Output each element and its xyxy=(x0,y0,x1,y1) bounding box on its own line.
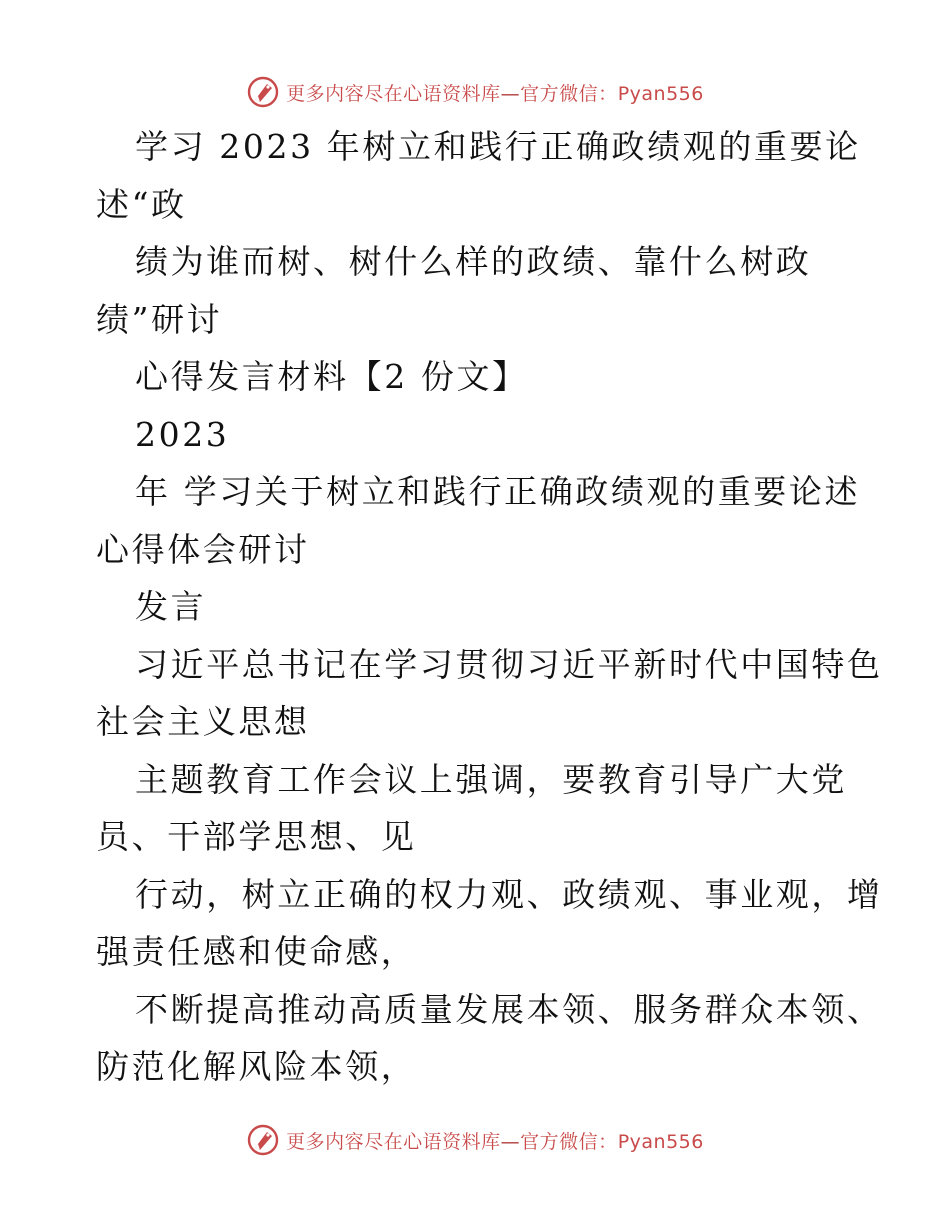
pen-nib-logo-icon xyxy=(246,1123,280,1157)
body-line: 强责任感和使命感， xyxy=(96,932,417,971)
body-line: 绩”研讨 xyxy=(96,299,223,339)
body-line: 防范化解风险本领， xyxy=(96,1047,417,1086)
body-line: 社会主义思想 xyxy=(96,702,310,741)
body-line: 行动，树立正确的权力观、政绩观、事业观，增 xyxy=(135,874,883,914)
footer-banner xyxy=(0,1120,950,1160)
pen-nib-logo-icon xyxy=(246,75,280,109)
body-line: 心得发言材料【2 份文】 xyxy=(135,357,528,396)
body-line: 年 学习关于树立和践行正确政绩观的重要论述 xyxy=(135,472,861,511)
body-line: 习近平总书记在学习贯彻习近平新时代中国特色 xyxy=(135,644,883,684)
header-banner-text: 更多内容尽在心语资料库—官方微信：Pyan556 xyxy=(286,82,704,105)
body-line: 主题教育工作会议上强调，要教育引导广大党 xyxy=(135,759,847,799)
document-body xyxy=(96,118,883,1096)
body-line: 心得体会研讨 xyxy=(96,529,310,569)
body-line: 员、干部学思想、见 xyxy=(96,817,417,856)
body-line: 绩为谁而树、树什么样的政绩、靠什么树政 xyxy=(135,242,812,281)
body-line: 述“政 xyxy=(96,184,187,224)
body-line: 学习 2023 年树立和践行正确政绩观的重要论 xyxy=(135,127,861,166)
body-line: 2023 xyxy=(135,414,230,454)
header-banner xyxy=(0,72,950,112)
body-line: 不断提高推动高质量发展本领、服务群众本领、 xyxy=(135,989,883,1029)
body-line: 发言 xyxy=(135,587,207,626)
footer-banner-text: 更多内容尽在心语资料库—官方微信：Pyan556 xyxy=(286,1130,704,1153)
